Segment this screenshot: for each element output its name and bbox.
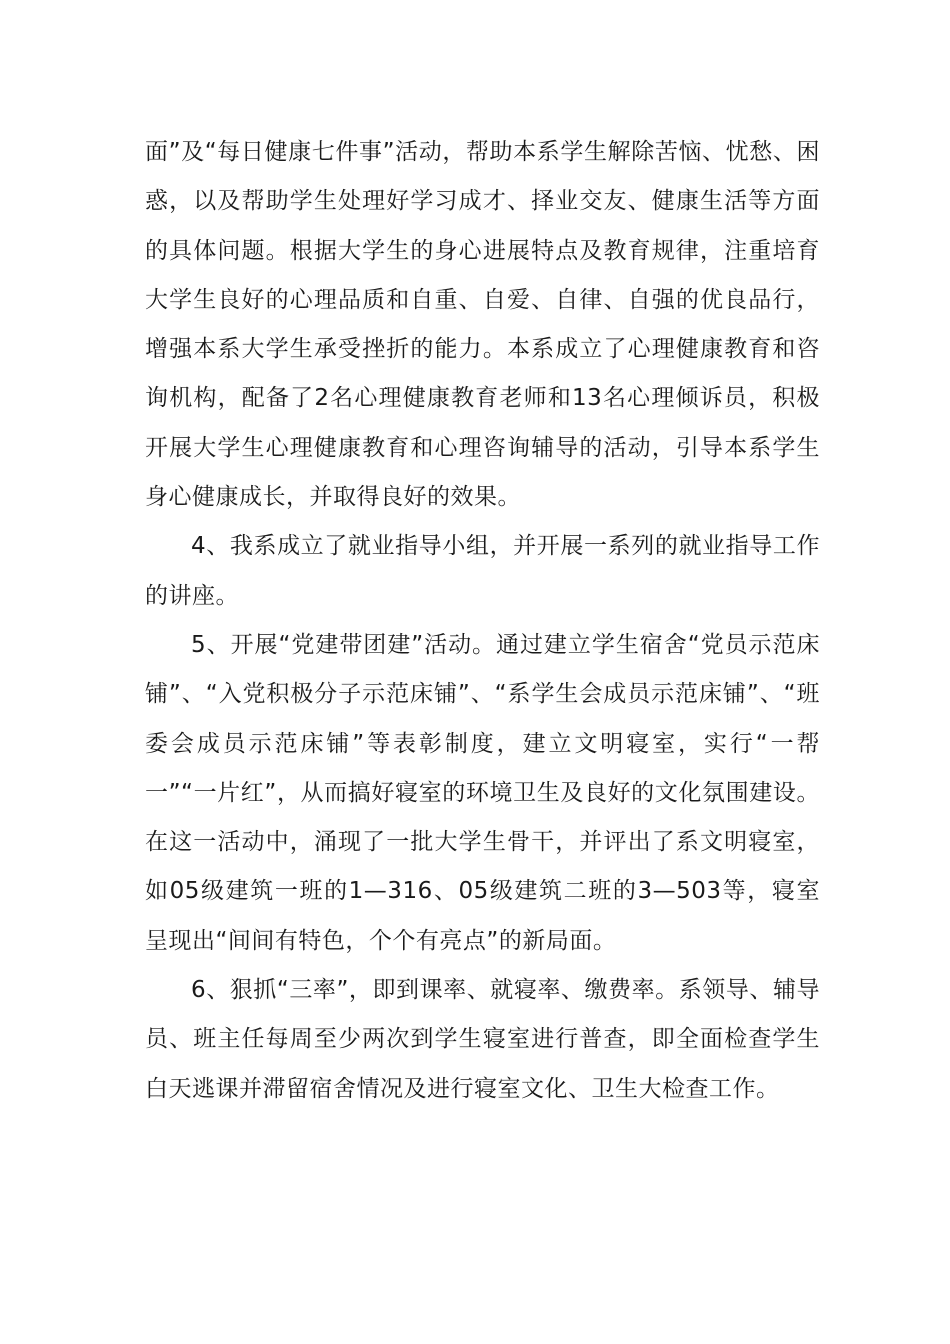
paragraph-item-4: 4、我系成立了就业指导小组，并开展一系列的就业指导工作的讲座。 <box>145 533 820 609</box>
document-body <box>145 128 820 1114</box>
paragraph-item-5: 5、开展“党建带团建”活动。通过建立学生宿舍“党员示范床铺”、“入党积极分子示范床铺”、“系学生会成员示范床铺”、“班委会成员示范床铺”等表彰制度，建立文明寝室，实行“一帮一”“一片红”，从而搞好寝室的环境卫生及良好的文化氛围建设。在这一活动中，涌现了一批大学生骨干，并评出了系文明寝室，如05级建筑一班的1—316、05级建筑二班的3—503等，寝室呈现出“间间有特色，个个有亮点”的新局面。 <box>145 631 820 954</box>
paragraph-item-6: 6、狠抓“三率”，即到课率、就寝率、缴费率。系领导、辅导员、班主任每周至少两次到学生寝室进行普查，即全面检查学生白天逃课并滞留宿舍情况及进行寝室文化、卫生大检查工作。 <box>145 977 820 1102</box>
paragraph-continuation: 面”及“每日健康七件事”活动，帮助本系学生解除苦恼、忧愁、困惑，以及帮助学生处理好学习成才、择业交友、健康生活等方面的具体问题。根据大学生的身心进展特点及教育规律，注重培育大学生良好的心理品质和自重、自爱、自律、自强的优良品行，增强本系大学生承受挫折的能力。本系成立了心理健康教育和咨询机构，配备了2名心理健康教育老师和13名心理倾诉员，积极开展大学生心理健康教育和心理咨询辅导的活动，引导本系学生身心健康成长，并取得良好的效果。 <box>145 139 820 511</box>
